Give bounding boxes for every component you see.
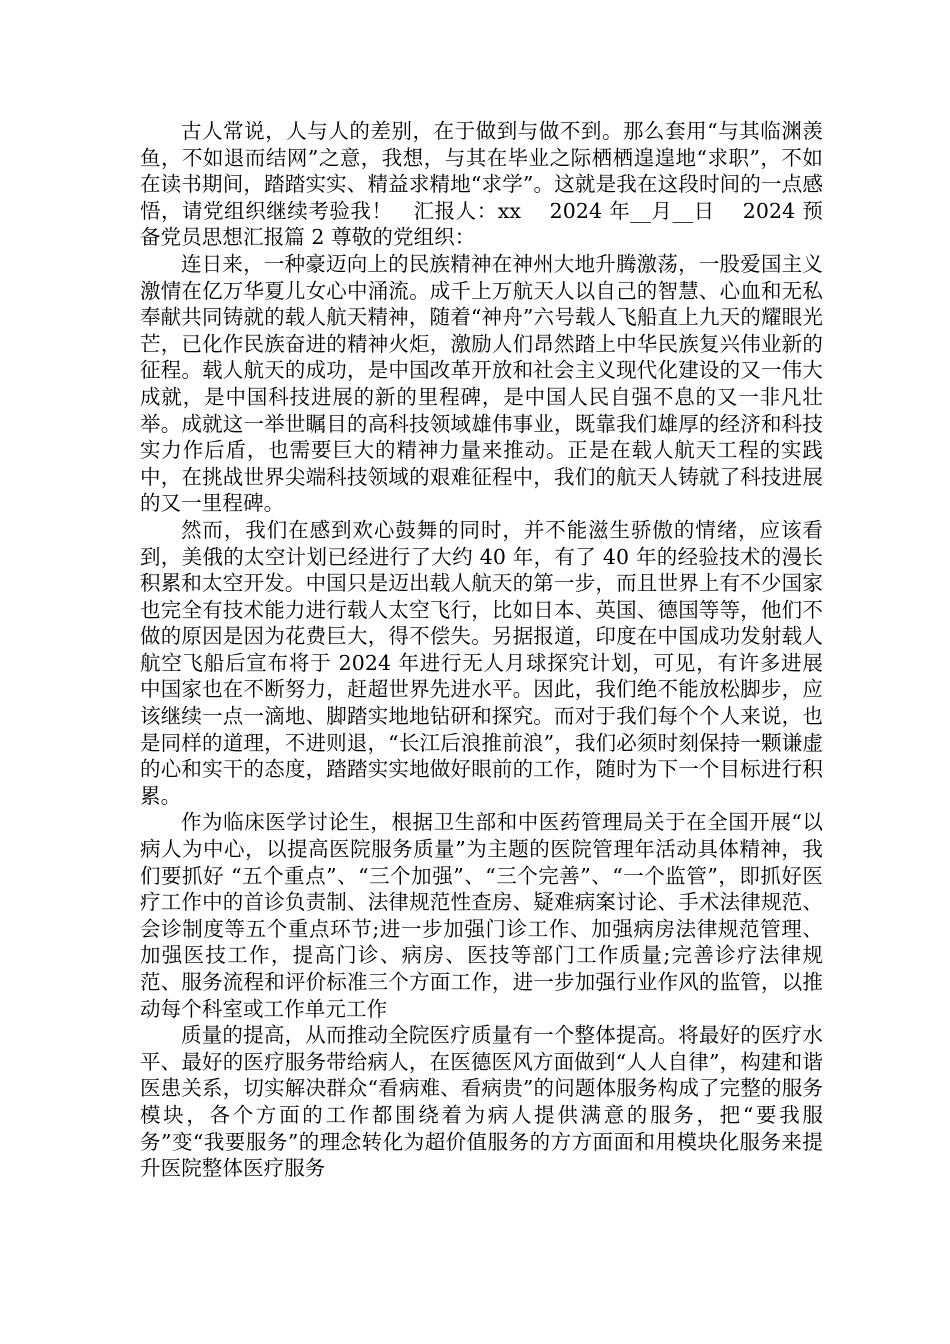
paragraph-3: 然而，我们在感到欢心鼓舞的同时，并不能滋生骄傲的情绪，应该看到，美俄的太空计划已经进行了大约 40 年，有了 40 年的经验技术的漫长积累和太空开发。中国只是迈出载人航天的第一步，而且世界上有不少国家也完全有技术能力进行载人太空飞行，比如日本、英国、德国等等，他们不做的原因是因为花费巨大，得不偿失。另据报道，印度在中国成功发射载人航空飞船后宣布将于 2024 年进行无人月球探究计划，可见，有许多进展中国家也在不断努力，赶超世界先进水平。因此，我们绝不能放松脚步，应该继续一点一滴地、脚踏实地地钻研和探究。而对于我们每个个人来说，也是同样的道理，不进则退，“长江后浪推前浪”，我们必须时刻保持一颗谦虚的心和实干的态度，踏踏实实地做好眼前的工作，随时为下一个目标进行积累。 (140, 517, 823, 808)
paragraph-2: 连日来，一种豪迈向上的民族精神在神州大地升腾激荡，一股爱国主义激情在亿万华夏儿女心中涌流。成千上万航天人以自己的智慧、心血和无私奉献共同铸就的载人航天精神，随着“神舟”六号载人飞船直上九天的耀眼光芒，已化作民族奋进的精神火炬，激励人们昂然踏上中华民族复兴伟业新的征程。载人航天的成功，是中国改革开放和社会主义现代化建设的又一伟大成就，是中国科技进展的新的里程碑，是中国人民自强不息的又一非凡壮举。成就这一举世瞩目的高科技领域雄伟事业，既靠我们雄厚的经济和科技实力作后盾，也需要巨大的精神力量来推动。正是在载人航天工程的实践中，在挑战世界尖端科技领域的艰难征程中，我们的航天人铸就了科技进展的又一里程碑。 (140, 251, 823, 516)
paragraph-1: 古人常说，人与人的差别，在于做到与做不到。那么套用“与其临渊羡鱼，不如退而结网”之意，我想，与其在毕业之际栖栖遑遑地“求职”，不如在读书期间，踏踏实实、精益求精地“求学”。这就是我在这段时间的一点感悟，请党组织继续考验我！ 汇报人：xx 2024 年__月__日 2024 预备党员思想汇报篇 2 尊敬的党组织： (140, 119, 823, 250)
paragraph-5: 质量的提高，从而推动全院医疗质量有一个整体提高。将最好的医疗水平、最好的医疗服务带给病人，在医德医风方面做到“人人自律”，构建和谐医患关系，切实解决群众“看病难、看病贵”的问题体服务构成了完整的服务模块，各个方面的工作都围绕着为病人提供满意的服务，把“要我服务”变“我要服务”的理念转化为超价值服务的方方面面和用模块化服务来提升医院整体医疗服务 (140, 1023, 823, 1181)
paragraph-4: 作为临床医学讨论生，根据卫生部和中医药管理局关于在全国开展“以病人为中心，以提高医院服务质量”为主题的医院管理年活动具体精神，我们要抓好 “五个重点”、“三个加强”、“三个完善”、“一个监管”，即抓好医疗工作中的首诊负责制、法律规范性查房、疑难病案讨论、手术法律规范、会诊制度等五个重点环节;进一步加强门诊工作、加强病房法律规范管理、加强医技工作，提高门诊、病房、医技等部门工作质量;完善诊疗法律规范、服务流程和评价标准三个方面工作，进一步加强行业作风的监管，以推动每个科室或工作单元工作 (140, 810, 823, 1021)
document-page (140, 118, 823, 1182)
